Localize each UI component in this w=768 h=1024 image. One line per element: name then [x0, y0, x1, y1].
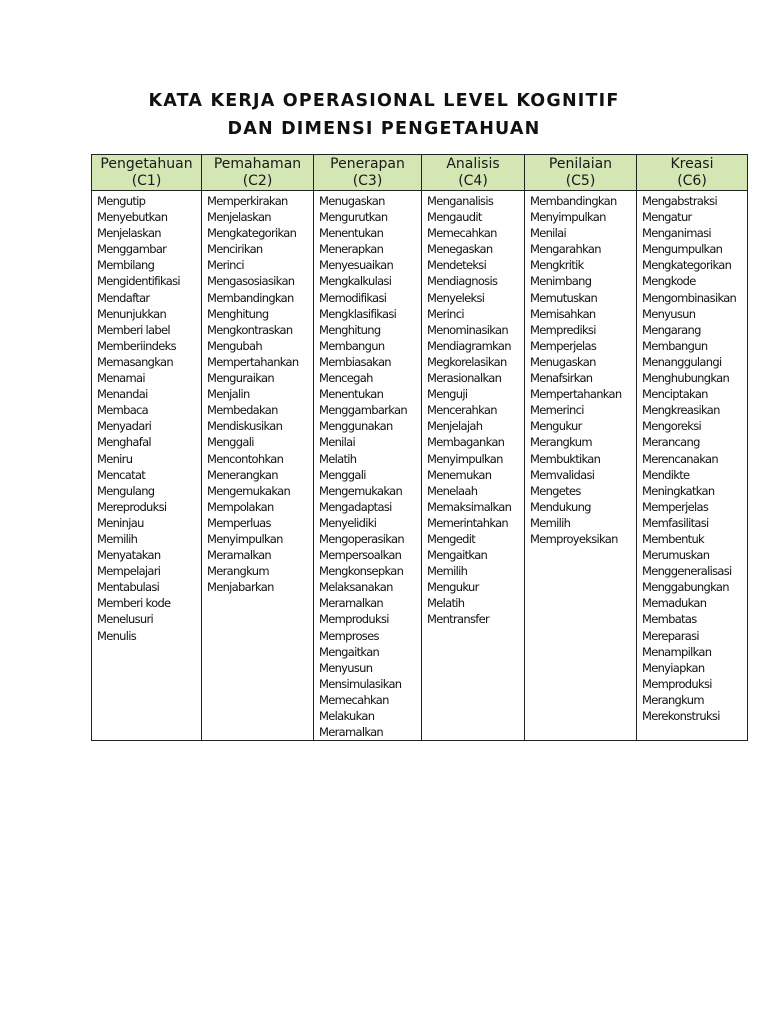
column-name: Penerapan [330, 155, 405, 172]
verb-item: Menyiapkan [642, 660, 705, 675]
verb-item: Membangun [319, 338, 385, 353]
verb-item: Menganalisis [427, 194, 494, 208]
verb-item: Menggambarkan [319, 403, 407, 418]
verb-item: Mengkategorikan [207, 226, 297, 241]
verb-item: Memecahkan [319, 692, 389, 707]
verb-item: Mentabulasi [97, 580, 160, 595]
verb-item: Menjelaskan [97, 226, 161, 241]
verb-item: Mengatur [642, 210, 692, 225]
verb-item: Menugaskan [530, 354, 596, 369]
column-name: Penilaian [548, 155, 613, 172]
verb-item: Mengaitkan [427, 548, 488, 563]
verb-item: Mentransfer [427, 612, 490, 627]
verb-item: Membatas [642, 612, 697, 627]
verb-item: Mencatat [97, 467, 146, 482]
verb-item: Memberi label [97, 322, 170, 337]
verb-item: Membangun [642, 338, 708, 353]
verb-item: Menghafal [97, 435, 151, 450]
verb-item: Memerintahkan [427, 515, 509, 530]
verb-item: Mengumpulkan [642, 242, 723, 257]
verb-item: Merancang [642, 435, 700, 450]
verb-list-c3 [314, 191, 422, 741]
column-name: Analisis [446, 155, 500, 172]
verb-item: Menamai [97, 371, 145, 386]
verb-item: Melatih [427, 596, 465, 611]
verb-item: Menganimasi [642, 226, 711, 241]
verb-item: Memisahkan [530, 306, 596, 321]
verb-item: Melatih [319, 451, 357, 466]
verb-item: Mempertahankan [530, 387, 622, 402]
verb-item: Mengedit [427, 531, 476, 546]
verb-item: Menulis [97, 628, 137, 643]
verb-item: Merinci [207, 258, 244, 273]
verb-item: Merencanakan [642, 451, 718, 466]
verb-item: Menjelajah [427, 419, 483, 434]
verb-item: Mengukur [530, 419, 582, 434]
page-title: KATA KERJA OPERASIONAL LEVEL KOGNITIF [148, 91, 620, 111]
verb-list-c6 [637, 191, 748, 741]
verb-item: Mengarahkan [530, 242, 601, 257]
verb-item: Mendiagramkan [427, 338, 511, 353]
column-header-c1 [92, 155, 202, 191]
verb-item: Mengkategorikan [642, 258, 732, 273]
verb-item: Memecahkan [427, 226, 497, 241]
verb-item: Meninjau [97, 515, 144, 530]
verb-item: Meniru [97, 451, 133, 466]
verb-item: Merangkum [642, 692, 704, 707]
verb-item: Menggabungkan [642, 580, 729, 595]
verb-item: Menggeneralisasi [642, 564, 732, 579]
verb-item: Menafsirkan [530, 371, 593, 386]
verb-item: Mereproduksi [97, 499, 167, 514]
table-header-row [92, 155, 748, 191]
verb-item: Mengadaptasi [319, 499, 392, 514]
verb-item: Menampilkan [642, 644, 712, 659]
verb-item: Mengkontraskan [207, 322, 293, 337]
verb-item: Memadukan [642, 596, 707, 611]
verb-item: Memilih [530, 515, 571, 530]
verb-item: Menyimpulkan [530, 210, 606, 225]
verb-item: Mendeteksi [427, 258, 487, 273]
page-subtitle: DAN DIMENSI PENGETAHUAN [227, 119, 541, 139]
verb-item: Merekonstruksi [642, 709, 720, 723]
verb-item: Membiasakan [319, 354, 391, 369]
column-code: (C5) [565, 172, 596, 189]
verb-item: Mendiagnosis [427, 274, 498, 289]
verb-item: Memperluas [207, 515, 271, 530]
verb-item: Merangkum [207, 564, 269, 579]
verb-item: Memvalidasi [530, 467, 595, 482]
verb-item: Mengkreasikan [642, 403, 720, 418]
verb-item: Mengubah [207, 338, 262, 353]
verb-item: Menyadari [97, 419, 152, 434]
verb-item: Meningkatkan [642, 483, 715, 498]
verb-item: Memerinci [530, 403, 584, 418]
verb-item: Merumuskan [642, 548, 710, 563]
verb-item: Mempelajari [97, 564, 161, 579]
verb-item: Membandingkan [207, 290, 294, 305]
verb-item: Mengabstraksi [642, 194, 717, 208]
verb-item: Menguji [427, 387, 468, 402]
verb-item: Menyelidiki [319, 515, 377, 530]
verb-item: Mengukur [427, 580, 479, 595]
verb-item: Menyimpulkan [207, 531, 283, 546]
column-header-c6 [637, 155, 748, 191]
verb-item: Membuktikan [530, 451, 601, 466]
verb-item: Menciptakan [642, 387, 708, 402]
verb-item: Mendukung [530, 499, 591, 514]
verb-item: Menggali [207, 435, 254, 450]
verb-item: Menghitung [319, 322, 381, 337]
verb-item: Mencirikan [207, 242, 263, 257]
verb-item: Menelusuri [97, 612, 154, 627]
verb-item: Meramalkan [319, 725, 384, 740]
verb-item: Memperkirakan [207, 194, 288, 208]
column-header-c3 [314, 155, 422, 191]
verb-item: Mengkritik [530, 258, 584, 273]
column-code: (C6) [677, 172, 707, 189]
verb-item: Mengkode [642, 274, 696, 289]
verb-item: Merangkum [530, 435, 592, 450]
verb-item: Memproduksi [642, 676, 712, 691]
verb-item: Menjelaskan [207, 210, 271, 225]
verb-item: Menguraikan [207, 371, 274, 386]
verb-item: Mencontohkan [207, 451, 284, 466]
verb-item: Menyeleksi [427, 290, 485, 305]
verb-item: Menilai [319, 435, 356, 450]
verb-item: Memproyeksikan [530, 531, 618, 546]
verb-item: Memberiindeks [97, 338, 176, 353]
verb-item: Memperjelas [530, 338, 597, 353]
verb-item: Memfasilitasi [642, 515, 709, 530]
verb-list-c2 [202, 191, 314, 741]
verb-item: Memutuskan [530, 290, 598, 305]
verb-item: Menggunakan [319, 419, 393, 434]
verb-item: Mengurutkan [319, 210, 388, 225]
verb-item: Menentukan [319, 387, 384, 402]
verb-item: Menyatakan [97, 548, 161, 563]
verb-item: Memilih [427, 564, 468, 579]
verb-item: Menggali [319, 467, 366, 482]
verb-item: Menanggulangi [642, 354, 722, 369]
verb-item: Mengutip [97, 194, 146, 208]
verb-item: Menerangkan [207, 467, 278, 482]
verb-item: Menominasikan [427, 322, 508, 337]
verb-item: Memproses [319, 628, 379, 643]
verb-item: Menyusun [642, 306, 696, 321]
verb-item: Menemukan [427, 467, 492, 482]
table-body-row [92, 191, 748, 741]
column-name: Pengetahuan [100, 155, 193, 172]
verb-item: Mendiskusikan [207, 419, 283, 434]
column-header-c4 [422, 155, 525, 191]
verb-item: Menelaah [427, 483, 478, 498]
verb-item: Mengoperasikan [319, 531, 404, 546]
verb-item: Memilih [97, 531, 138, 546]
verb-table [91, 154, 748, 741]
verb-item: Menyimpulkan [427, 451, 503, 466]
column-name: Kreasi [670, 155, 714, 172]
verb-item: Melakukan [319, 709, 375, 723]
verb-item: Menyusun [319, 660, 373, 675]
column-name: Pemahaman [213, 155, 302, 172]
column-code: (C2) [242, 172, 273, 189]
verb-item: Menyesuaikan [319, 258, 394, 273]
column-code: (C1) [131, 172, 162, 189]
verb-list-c4 [422, 191, 525, 741]
verb-item: Mensimulasikan [319, 676, 402, 691]
verb-item: Mengklasifikasi [319, 306, 397, 321]
column-code: (C3) [352, 172, 383, 189]
verb-item: Memasangkan [97, 354, 173, 369]
verb-item: Menggambar [97, 242, 167, 257]
verb-item: Menentukan [319, 226, 384, 241]
verb-item: Mengaudit [427, 210, 482, 225]
verb-item: Mengemukakan [319, 483, 403, 498]
verb-item: Membentuk [642, 531, 705, 546]
column-header-c5 [525, 155, 637, 191]
verb-item: Menilai [530, 226, 567, 241]
verb-list-c5 [525, 191, 637, 741]
verb-item: Mengarang [642, 322, 701, 337]
verb-item: Mengkonsepkan [319, 564, 404, 579]
verb-item: Memprediksi [530, 322, 596, 337]
verb-item: Menunjukkan [97, 306, 167, 321]
verb-item: Megkorelasikan [427, 354, 507, 369]
verb-item: Memproduksi [319, 612, 389, 627]
verb-item: Mencerahkan [427, 403, 497, 418]
verb-item: Membilang [97, 258, 155, 273]
verb-item: Membagankan [427, 435, 505, 450]
verb-item: Memberi kode [97, 596, 171, 611]
verb-item: Mengidentifikasi [97, 274, 180, 289]
verb-item: Merinci [427, 306, 464, 321]
verb-item: Menjabarkan [207, 580, 274, 595]
verb-item: Meramalkan [207, 548, 272, 563]
verb-item: Memaksimalkan [427, 499, 512, 514]
verb-item: Melaksanakan [319, 580, 393, 595]
verb-item: Menyebutkan [97, 210, 168, 225]
verb-item: Mereparasi [642, 628, 699, 643]
verb-item: Menimbang [530, 274, 592, 289]
verb-item: Menandai [97, 387, 148, 402]
verb-item: Menjalin [207, 387, 250, 402]
verb-item: Membandingkan [530, 194, 617, 208]
verb-item: Menghitung [207, 306, 269, 321]
verb-item: Mempertahankan [207, 354, 299, 369]
verb-item: Mengombinasikan [642, 290, 737, 305]
verb-item: Mengkalkulasi [319, 274, 392, 289]
verb-item: Menghubungkan [642, 371, 730, 386]
verb-item: Merasionalkan [427, 371, 502, 386]
verb-item: Mengulang [97, 483, 155, 498]
verb-item: Membedakan [207, 403, 278, 418]
verb-item: Mencegah [319, 371, 373, 386]
verb-item: Mendikte [642, 467, 690, 482]
verb-item: Menegaskan [427, 242, 493, 257]
verb-item: Mengemukakan [207, 483, 291, 498]
column-header-c2 [202, 155, 314, 191]
verb-item: Menerapkan [319, 242, 384, 257]
verb-item: Mempersoalkan [319, 548, 402, 563]
verb-item: Mempolakan [207, 499, 274, 514]
verb-item: Memperjelas [642, 499, 709, 514]
verb-item: Meramalkan [319, 596, 384, 611]
verb-item: Mengasosiasikan [207, 274, 295, 289]
verb-item: Mendaftar [97, 290, 150, 305]
verb-item: Mengoreksi [642, 419, 702, 434]
column-code: (C4) [458, 172, 488, 189]
verb-item: Memodifikasi [319, 290, 387, 305]
verb-item: Mengetes [530, 483, 581, 498]
verb-item: Mengaitkan [319, 644, 380, 659]
verb-list-c1 [92, 191, 202, 741]
verb-item: Membaca [97, 403, 149, 418]
verb-item: Menugaskan [319, 194, 385, 208]
